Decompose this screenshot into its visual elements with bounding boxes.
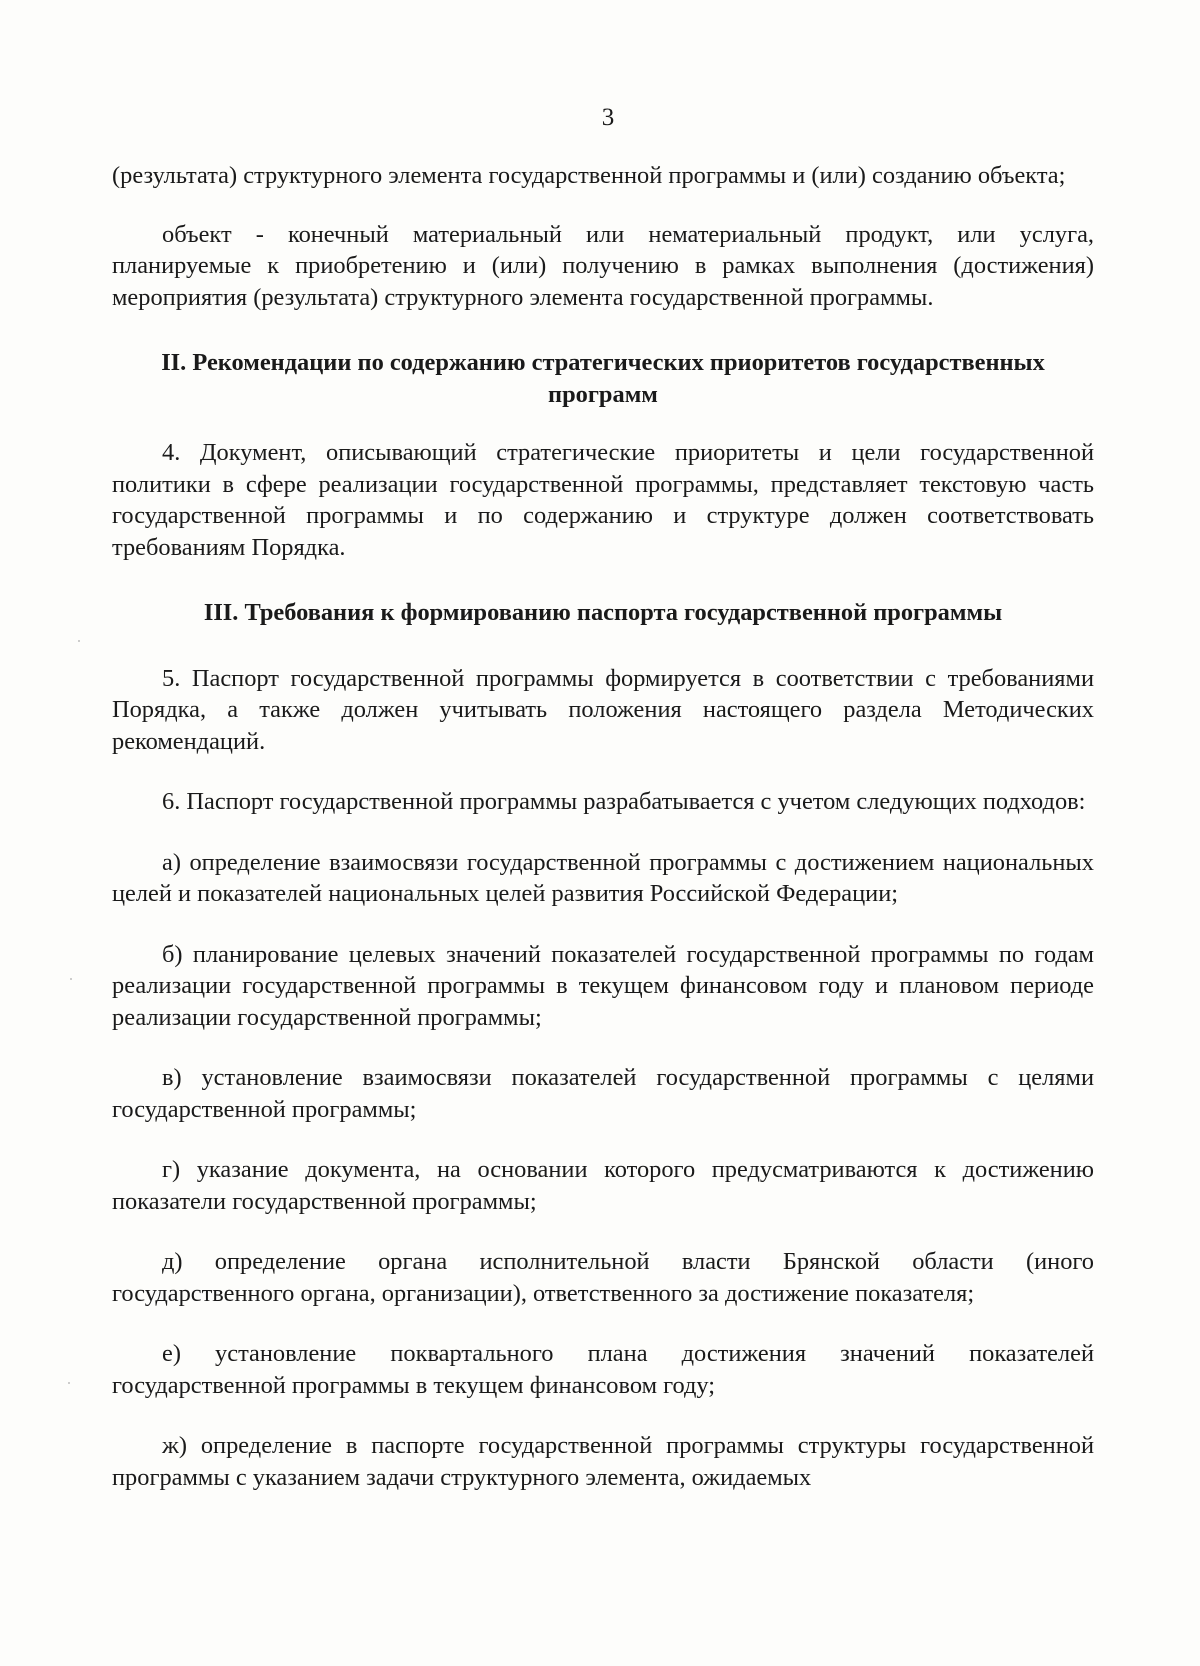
section-heading-3: III. Требования к формированию паспорта государственной программы	[203, 599, 1003, 626]
page-number: 3	[601, 104, 615, 131]
paragraph-item-5: 5. Паспорт государственной программы формируется в соответствии с требованиями Порядка, а также должен учитывать положения настоящего раздела Методических рекомендаций.	[112, 664, 1094, 755]
paragraph-subitem-b: б) планирование целевых значений показателей государственной программы по годам реализации государственной программы в текущем финансовом году и плановом периоде реализации государственной программы;	[112, 940, 1094, 1031]
paragraph-subitem-d: д) определение органа исполнительной власти Брянской области (иного государственного органа, организации), ответственного за достижение показателя;	[112, 1248, 1094, 1307]
section-heading-2: II. Рекомендации по содержанию стратегических приоритетов государственных программ	[161, 349, 1045, 408]
paragraph-item-4: 4. Документ, описывающий стратегические приоритеты и цели государственной политики в сфере реализации государственной программы, представляет текстовую часть государственной программы и по содержанию и структуре должен соответствовать требованиям Порядка.	[112, 439, 1094, 561]
paragraph-subitem-a: а) определение взаимосвязи государственной программы с достижением национальных целей и показателей национальных целей развития Российской Федерации;	[112, 848, 1094, 907]
paragraph-subitem-v: в) установление взаимосвязи показателей государственной программы с целями государственной программы;	[112, 1064, 1094, 1123]
document-body	[112, 160, 1094, 1493]
paragraph-object-definition: объект - конечный материальный или нематериальный продукт, или услуга, планируемые к приобретению и (или) получению в рамках выполнения (достижения) мероприятия (результата) структурного элемента государственной программы.	[112, 220, 1094, 311]
scan-speck	[78, 640, 80, 642]
paragraph-item-6: 6. Паспорт государственной программы разрабатывается с учетом следующих подходов:	[162, 788, 1086, 815]
paragraph-subitem-zh: ж) определение в паспорте государственной программы структуры государственной программы с указанием задачи структурного элемента, ожидаемых	[112, 1432, 1094, 1491]
paragraph-subitem-e: е) установление поквартального плана достижения значений показателей государственной программы в текущем финансовом году;	[112, 1340, 1094, 1399]
paragraph-subitem-g: г) указание документа, на основании которого предусматриваются к достижению показатели государственной программы;	[112, 1156, 1094, 1215]
scan-speck	[68, 1382, 70, 1384]
scan-speck	[70, 978, 72, 980]
paragraph-result-object-continuation: (результата) структурного элемента государственной программы и (или) созданию объекта;	[112, 162, 1066, 189]
